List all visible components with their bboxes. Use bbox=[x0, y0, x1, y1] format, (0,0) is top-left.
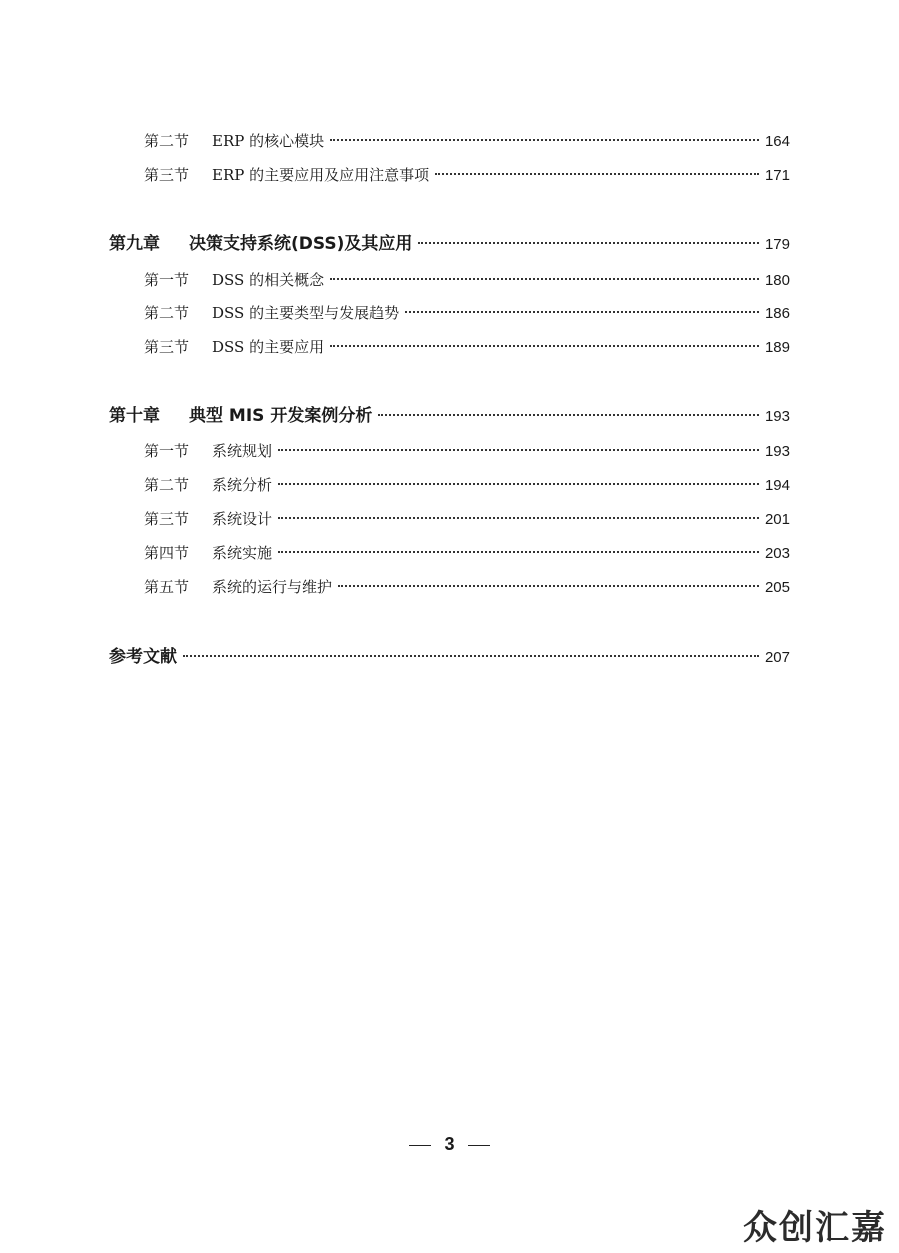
toc-entry[interactable] bbox=[144, 577, 790, 598]
page-number: 193 bbox=[764, 408, 790, 425]
dot-leader bbox=[418, 242, 759, 244]
dot-leader bbox=[330, 345, 759, 347]
section-number: 第三节 bbox=[144, 510, 190, 528]
section-title: 系统实施 bbox=[212, 544, 273, 562]
dot-leader bbox=[338, 585, 759, 587]
dot-leader bbox=[435, 173, 759, 175]
page-number: 193 bbox=[764, 443, 790, 460]
references-title: 参考文献 bbox=[109, 647, 177, 667]
toc-entry[interactable] bbox=[144, 303, 790, 324]
toc-entry[interactable] bbox=[144, 270, 790, 291]
toc-chapter-entry[interactable] bbox=[109, 234, 790, 255]
chapter-number: 第十章 bbox=[109, 406, 160, 426]
dot-leader bbox=[378, 414, 759, 416]
toc-entry[interactable] bbox=[144, 509, 790, 530]
dot-leader bbox=[330, 139, 759, 141]
section-number: 第二节 bbox=[144, 132, 190, 150]
page-number: 189 bbox=[764, 339, 790, 356]
section-title: DSS 的主要应用 bbox=[212, 338, 325, 356]
section-number: 第四节 bbox=[144, 544, 190, 562]
section-title: DSS 的相关概念 bbox=[212, 271, 325, 289]
dot-leader bbox=[330, 278, 759, 280]
toc-chapter-entry[interactable] bbox=[109, 406, 790, 427]
chapter-title: 决策支持系统(DSS)及其应用 bbox=[189, 234, 413, 254]
section-number: 第一节 bbox=[144, 271, 190, 289]
toc-entry[interactable] bbox=[144, 337, 790, 358]
section-number: 第三节 bbox=[144, 338, 190, 356]
section-title: 系统设计 bbox=[212, 510, 273, 528]
section-number: 第一节 bbox=[144, 442, 190, 460]
page-number: 164 bbox=[764, 133, 790, 150]
section-number: 第二节 bbox=[144, 476, 190, 494]
chapter-number: 第九章 bbox=[109, 234, 160, 254]
chapter-title: 典型 MIS 开发案例分析 bbox=[189, 406, 373, 426]
footer-page-number: 3 bbox=[444, 1134, 455, 1154]
page-number: 207 bbox=[764, 649, 790, 666]
page-number: 180 bbox=[764, 272, 790, 289]
dot-leader bbox=[278, 449, 759, 451]
dot-leader bbox=[183, 655, 759, 657]
footer-dash-right bbox=[468, 1145, 490, 1146]
dot-leader bbox=[278, 483, 759, 485]
page-number: 186 bbox=[764, 305, 790, 322]
toc-entry[interactable] bbox=[144, 165, 790, 186]
section-number: 第三节 bbox=[144, 166, 190, 184]
section-title: ERP 的核心模块 bbox=[212, 132, 325, 150]
page-number: 203 bbox=[764, 545, 790, 562]
section-title: ERP 的主要应用及应用注意事项 bbox=[212, 166, 430, 184]
page-number: 171 bbox=[764, 167, 790, 184]
toc-references-entry[interactable] bbox=[109, 647, 790, 668]
page-number: 201 bbox=[764, 511, 790, 528]
dot-leader bbox=[278, 517, 759, 519]
dot-leader bbox=[278, 551, 759, 553]
section-title: 系统的运行与维护 bbox=[212, 578, 333, 596]
page-footer bbox=[0, 1134, 899, 1155]
page-number: 194 bbox=[764, 477, 790, 494]
section-number: 第五节 bbox=[144, 578, 190, 596]
watermark-logo: 众创汇嘉 bbox=[743, 1208, 887, 1248]
section-title: 系统分析 bbox=[212, 476, 273, 494]
toc-entry[interactable] bbox=[144, 543, 790, 564]
section-title: 系统规划 bbox=[212, 442, 273, 460]
page-number: 179 bbox=[764, 236, 790, 253]
toc-entry[interactable] bbox=[144, 131, 790, 152]
toc-entry[interactable] bbox=[144, 475, 790, 496]
toc-entry[interactable] bbox=[144, 441, 790, 462]
page-number: 205 bbox=[764, 579, 790, 596]
dot-leader bbox=[405, 311, 759, 313]
section-number: 第二节 bbox=[144, 304, 190, 322]
footer-dash-left bbox=[409, 1145, 431, 1146]
section-title: DSS 的主要类型与发展趋势 bbox=[212, 304, 400, 322]
